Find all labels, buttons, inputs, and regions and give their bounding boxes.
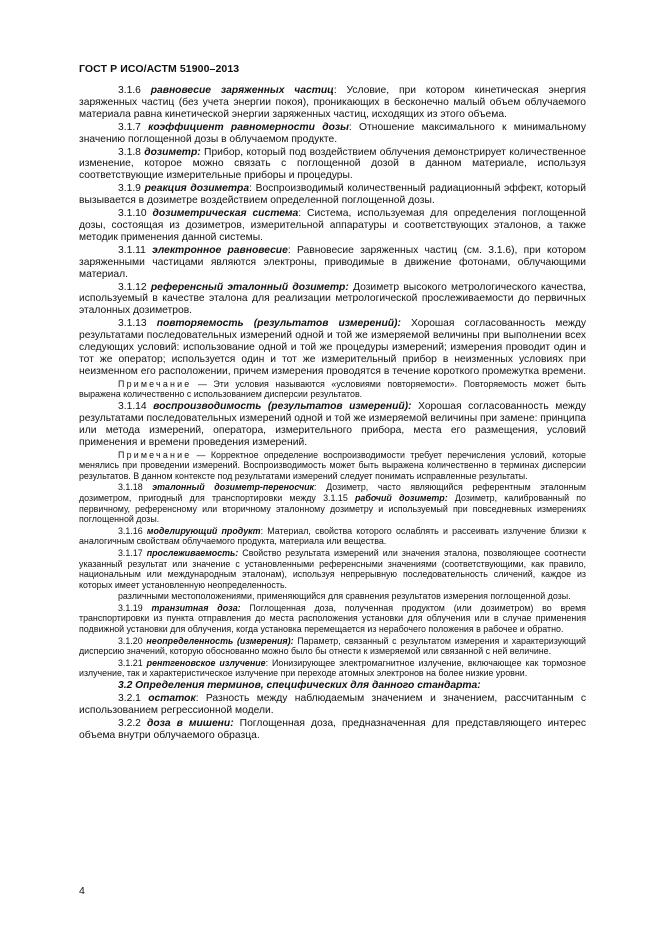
note-repeatability: Примечание — Эти условия называются «условиями повторяемости». Повторяемость может быть выражена количественно с использованием дисперсии результатов. — [79, 378, 586, 400]
definition-3-1-10: 3.1.10 дозиметрическая система: Система, используемая для определения поглощенной дозы, состоящая из дозиметров, измерительной аппаратуры и соответствующих эталонов, а также методик применения данной системы. — [79, 208, 586, 243]
document-header: ГОСТ Р ИСО/АСТМ 51900–2013 — [79, 63, 240, 75]
document-body — [79, 85, 586, 742]
definition-3-1-14: 3.1.14 воспроизводимость (результатов измерений): Хорошая согласованность между результатами последовательных измерений одной и той же измеряемой величины при замене: принципа или метода измерений, оператора, измерительного прибора, места его размещения, условий применения и времени проведения измерений. — [79, 400, 586, 448]
definition-3-1-7: 3.1.7 коэффициент равномерности дозы: Отношение максимального к минимальному значению поглощенной дозы в облучаемом продукте. — [79, 121, 586, 145]
definition-3-1-16: 3.1.16 моделирующий продукт: Материал, свойства которого ослаблять и рассеивать излучение близки к аналогичным свойствам облучаемого продукта, материала или вещества. — [79, 525, 586, 547]
definition-3-1-9: 3.1.9 реакция дозиметра: Воспроизводимый количественный радиационный эффект, который вызывается в дозиметре воздействием определенной поглощенной дозы. — [79, 183, 586, 207]
definition-3-1-18-continued: различными местоположениями, применяющийся для сравнения результатов измерения поглощенной дозы. — [118, 591, 571, 602]
section-3-2-heading: 3.2 Определения терминов, специфических для данного стандарта: — [118, 680, 481, 692]
page-number: 4 — [79, 885, 85, 897]
definition-3-1-8: 3.1.8 дозиметр: Прибор, который под воздействием облучения демонстрирует количественное изменение, которое можно связать с поглощенной дозой в данном материале, используя соответствующие измерительные приборы и процедуры. — [79, 146, 586, 182]
definition-3-1-20: 3.1.20 неопределенность (измерения): Параметр, связанный с результатом измерения и характеризующий дисперсию значений, которую обоснованно можно было бы отнести к измеряемой или связанной с ней величине. — [79, 635, 586, 657]
definition-3-1-17: 3.1.17 прослеживаемость: Свойство результата измерений или значения эталона, позволяющее соотнести указанный результат или значение с установленными референсными значениями (соответствующими, как правило, национальным или международным эталонам), используя непрерывную последовательность сличений, каждое из которых имеет установленную неопределенность. — [79, 547, 586, 590]
definition-3-1-11: 3.1.11 электронное равновесие: Равновесие заряженных частиц (см. 3.1.6), при котором заряженными частицами являются электроны, приводимые в движение фотонами, облучающими материал. — [79, 244, 586, 280]
definition-3-1-18: 3.1.18 эталонный дозиметр-переносчик: Дозиметр, часто являющийся референтным эталонным дозиметром, пригодный для транспортировки между 3.1.15 рабочий дозиметр: Дозиметр, калиброванный по первичному, референсному или вторичному эталонному дозиметру и используемый при повседневных измерениях поглощенной дозы. — [79, 482, 586, 525]
definition-3-1-19: 3.1.19 транзитная доза: Поглощенная доза, полученная продуктом (или дозиметром) во время транспортировки из пункта отправления до места расположения установки для облучения или в случае применения подвижной установки для облучения, когда установка перемещается из нерабочего положения в рабочее и обратно. — [79, 602, 586, 635]
definition-3-1-21: 3.1.21 рентгеновское излучение: Ионизирующее электромагнитное излучение, включающее как тормозное излучение, так и характеристическое излучение при переходе атомных электронов на более низкие уровни. — [79, 657, 586, 679]
note-reproducibility: Примечание — Корректное определение воспроизводимости требует перечисления условий, которые менялись при проведении измерений. Воспроизводимость может быть выражена количественно в терминах дисперсии результатов. В данном контексте под результатами измерений следует понимать исправленные результаты. — [79, 449, 586, 481]
definition-3-1-12: 3.1.12 референсный эталонный дозиметр: Дозиметр высокого метрологического качества, используемый в качестве эталона для реализации метрологической прослеживаемости до первичных эталонных дозиметров. — [79, 281, 586, 317]
definition-3-1-13: 3.1.13 повторяемость (результатов измерений): Хорошая согласованность между результатами последовательных измерений одной и той же измеряемой величины при выполнении всех следующих условий: использование одной и той же процедуры измерений; измерения проводит один и тот же оператор; используется один и тот же измерительный прибор в неизменных условиях при неизменном его расположении, причем измерения проводятся в течение короткого промежутка времени. — [79, 318, 586, 377]
definition-3-1-6: 3.1.6 равновесие заряженных частиц: Условие, при котором кинетическая энергия заряженных частиц (без учета энергии покоя), проникающих в бесконечно малый объем облучаемого материала равна кинетической энергии заряженных частиц, исходящих из этого объема. — [79, 85, 586, 120]
definition-3-2-2: 3.2.2 доза в мишени: Поглощенная доза, предназначенная для представляющего интерес объема внутри облучаемого образца. — [79, 717, 586, 741]
definition-3-2-1: 3.2.1 остаток: Разность между наблюдаемым значением и значением, рассчитанным с использованием регрессионной модели. — [79, 692, 586, 716]
